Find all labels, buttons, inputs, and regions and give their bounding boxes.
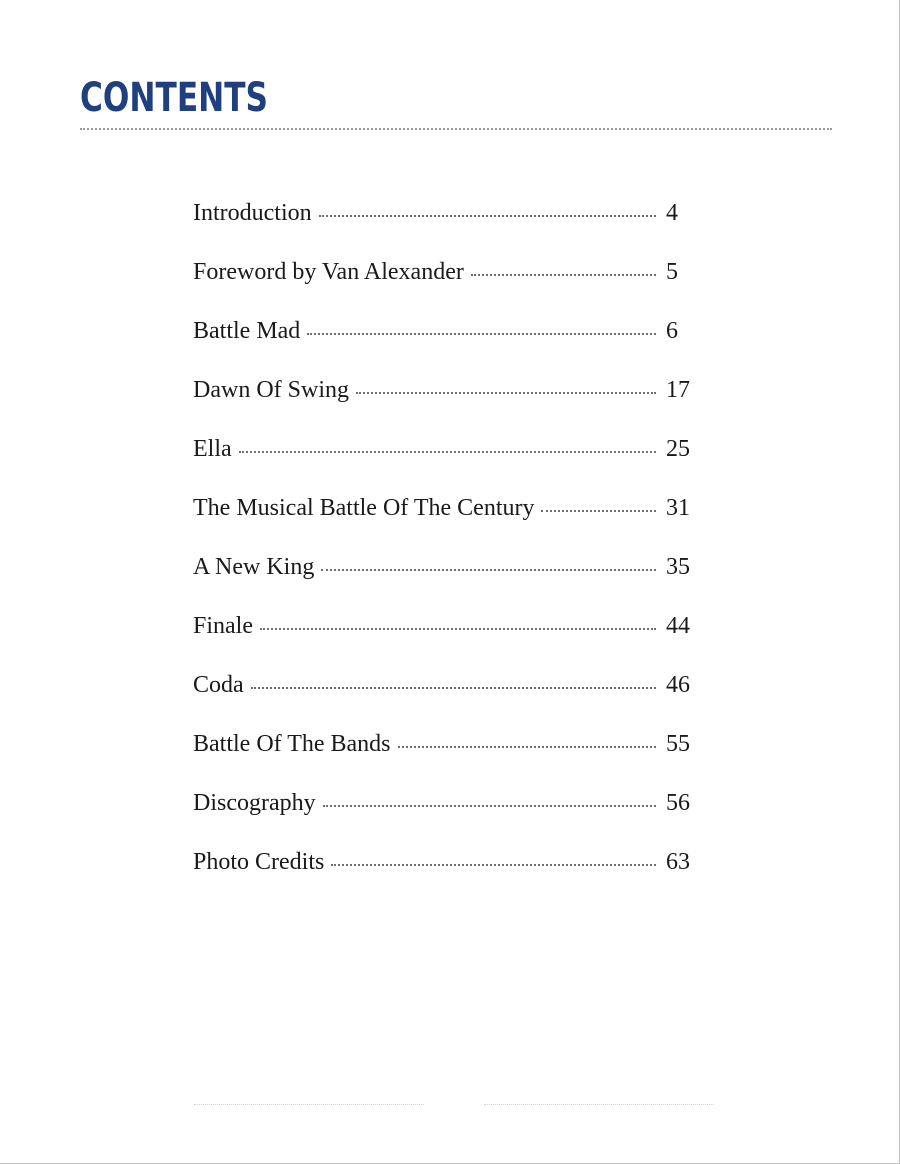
toc-entry-page: 63 [666,849,690,875]
toc-entry-page: 4 [666,200,678,226]
toc-entry[interactable] [193,672,708,731]
toc-entry-page: 6 [666,318,678,344]
toc-entry-page: 25 [666,436,690,462]
dot-leader [239,451,656,453]
toc-entry-title: A New King [193,554,315,580]
dot-leader [321,569,656,571]
footer-divider-right [484,1104,714,1105]
toc-entry-title: Foreword by Van Alexander [193,259,464,285]
toc-entry[interactable] [193,495,708,554]
dot-leader [471,274,656,276]
dot-leader [319,215,656,217]
dot-leader [260,628,656,630]
toc-entry[interactable] [193,377,708,436]
toc-entry[interactable] [193,554,708,613]
toc-entry[interactable] [193,849,708,908]
dot-leader [251,687,656,689]
toc-entry[interactable] [193,200,708,259]
heading-divider [80,128,832,130]
toc-entry-page: 46 [666,672,690,698]
toc-entry-page: 44 [666,613,690,639]
toc-entry-title: Battle Mad [193,318,301,344]
toc-entry-page: 31 [666,495,690,521]
toc-entry[interactable] [193,790,708,849]
footer-divider-left [194,1104,424,1105]
toc-entry[interactable] [193,436,708,495]
toc-entry-title: Coda [193,672,244,698]
toc-entry-page: 55 [666,731,690,757]
toc-entry-page: 5 [666,259,678,285]
toc-entry[interactable] [193,318,708,377]
toc-entry[interactable] [193,731,708,790]
toc-entry-page: 17 [666,377,690,403]
toc-entry[interactable] [193,259,708,318]
toc-entry-page: 35 [666,554,690,580]
dot-leader [398,746,656,748]
dot-leader [541,510,656,512]
toc-entry-title: The Musical Battle Of The Century [193,495,535,521]
dot-leader [323,805,656,807]
toc-entry-title: Finale [193,613,253,639]
toc-entry-title: Photo Credits [193,849,325,875]
toc-entry-title: Ella [193,436,232,462]
toc-entry-title: Discography [193,790,316,816]
toc-entry-title: Introduction [193,200,312,226]
dot-leader [331,864,656,866]
toc-entry-page: 56 [666,790,690,816]
dot-leader [356,392,656,394]
page-heading: CONTENTS [80,75,268,121]
dot-leader [307,333,656,335]
toc-entry-title: Battle Of The Bands [193,731,391,757]
toc-entry-title: Dawn Of Swing [193,377,349,403]
table-of-contents [193,200,708,908]
toc-entry[interactable] [193,613,708,672]
